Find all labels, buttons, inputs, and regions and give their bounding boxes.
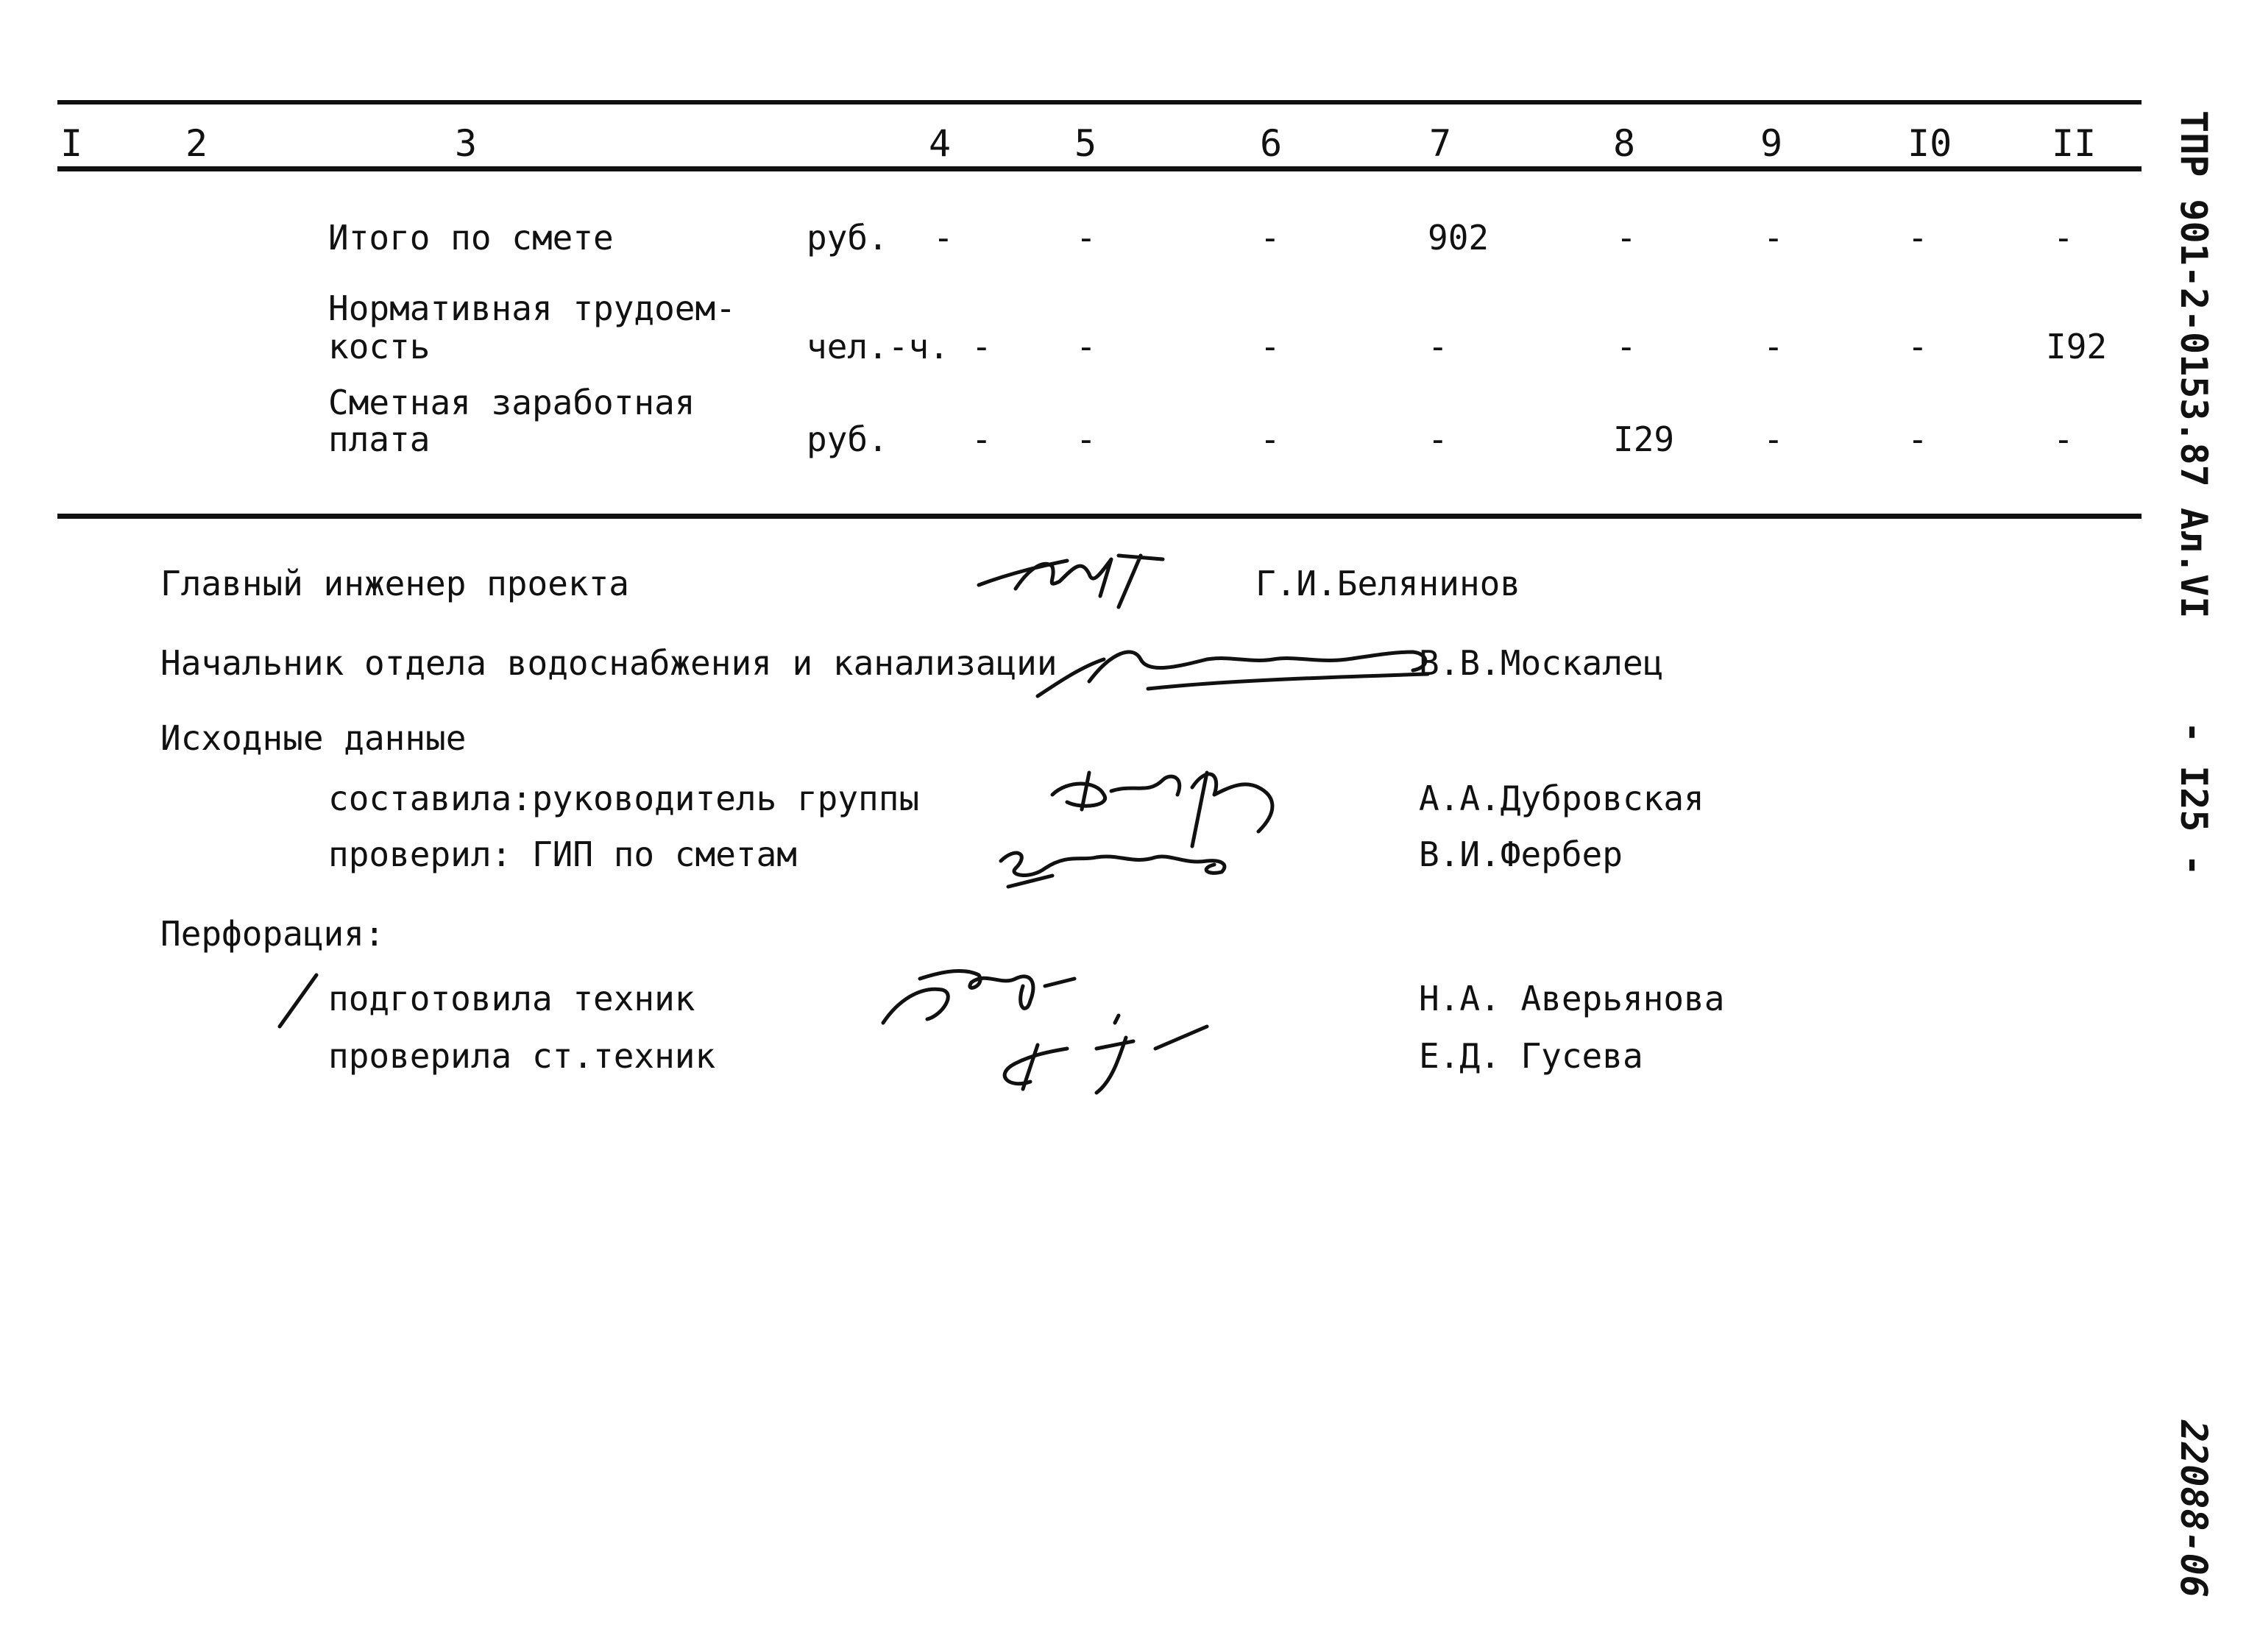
verified-role: проверила ст.техник <box>328 1036 716 1076</box>
checked-role: проверил: ГИП по сметам <box>328 834 797 874</box>
cell-col11: - <box>2053 218 2074 258</box>
cell-col4: - <box>933 218 954 258</box>
cell-col4: - <box>971 419 992 459</box>
perforation-slash-mark <box>272 971 324 1030</box>
cell-col8: - <box>1616 327 1637 366</box>
col-header-7: 7 <box>1429 122 1452 165</box>
col-header-4: 4 <box>929 122 952 165</box>
col-header-3: 3 <box>455 122 478 165</box>
checked-signature <box>986 832 1251 890</box>
cell-col5: - <box>1076 419 1097 459</box>
cell-col8: - <box>1616 218 1637 258</box>
cell-col4: - <box>971 327 992 366</box>
source-data-label: Исходные данные <box>160 718 467 758</box>
chief-engineer-signature <box>971 545 1177 611</box>
cell-col6: - <box>1260 419 1280 459</box>
page-number: - I25 - <box>2172 721 2215 876</box>
cell-col7: - <box>1428 327 1448 366</box>
cell-col11: - <box>2053 419 2074 459</box>
cell-col9: - <box>1763 218 1784 258</box>
col-header-5: 5 <box>1074 122 1097 165</box>
cell-col10: - <box>1907 218 1928 258</box>
cell-col10: - <box>1907 419 1928 459</box>
dept-head-signature <box>1030 630 1442 703</box>
chief-engineer-name: Г.И.Белянинов <box>1255 564 1521 603</box>
cell-col7: 902 <box>1428 218 1489 258</box>
dept-head-name: В.В.Москалец <box>1419 643 1664 683</box>
cell-col8: I29 <box>1613 419 1675 459</box>
cell-col10: - <box>1907 327 1928 366</box>
cell-col5: - <box>1076 218 1097 258</box>
verified-name: Е.Д. Гусева <box>1419 1036 1643 1076</box>
col-header-6: 6 <box>1260 122 1283 165</box>
cell-col5: - <box>1076 327 1097 366</box>
verified-signature <box>986 1008 1222 1096</box>
col-header-1: I <box>60 122 83 165</box>
col-header-11: II <box>2052 122 2097 165</box>
row-name-line2: кость <box>328 327 431 366</box>
compiled-role: составила:руководитель группы <box>328 779 920 818</box>
row-name: Нормативная трудоем- <box>328 288 736 328</box>
checked-name: В.И.Фербер <box>1419 834 1623 874</box>
dept-head-role: Начальник отдела водоснабжения и канализации <box>160 643 1058 683</box>
col-header-2: 2 <box>185 122 208 165</box>
compiled-name: А.А.Дубровская <box>1419 779 1704 818</box>
header-bottom-rule <box>57 166 2142 171</box>
cell-col7: - <box>1428 419 1448 459</box>
row-name: Сметная заработная <box>328 383 695 422</box>
row-name-line2: плата <box>328 419 431 459</box>
prepared-role: подготовила техник <box>328 979 695 1018</box>
row-unit: руб. <box>807 419 888 459</box>
cell-col6: - <box>1260 218 1280 258</box>
doc-code-stamp: ТПР 901-2-0153.87 <box>2172 110 2215 487</box>
archive-number: 22088-06 <box>2172 1420 2215 1598</box>
perforation-label: Перфорация: <box>160 914 385 954</box>
col-header-10: I0 <box>1907 122 1952 165</box>
album-stamp: Ал.VI <box>2172 508 2215 619</box>
row-unit: чел.-ч. <box>807 327 949 366</box>
col-header-8: 8 <box>1613 122 1636 165</box>
row-unit: руб. <box>807 218 888 258</box>
cell-col9: - <box>1763 327 1784 366</box>
cell-col6: - <box>1260 327 1280 366</box>
cell-col9: - <box>1763 419 1784 459</box>
row-name: Итого по смете <box>328 218 614 258</box>
chief-engineer-role: Главный инженер проекта <box>160 564 629 603</box>
col-header-9: 9 <box>1760 122 1783 165</box>
table-top-rule <box>57 100 2142 104</box>
prepared-name: Н.А. Аверьянова <box>1419 979 1725 1018</box>
cell-col11: I92 <box>2046 327 2108 366</box>
table-bottom-rule <box>57 514 2142 519</box>
